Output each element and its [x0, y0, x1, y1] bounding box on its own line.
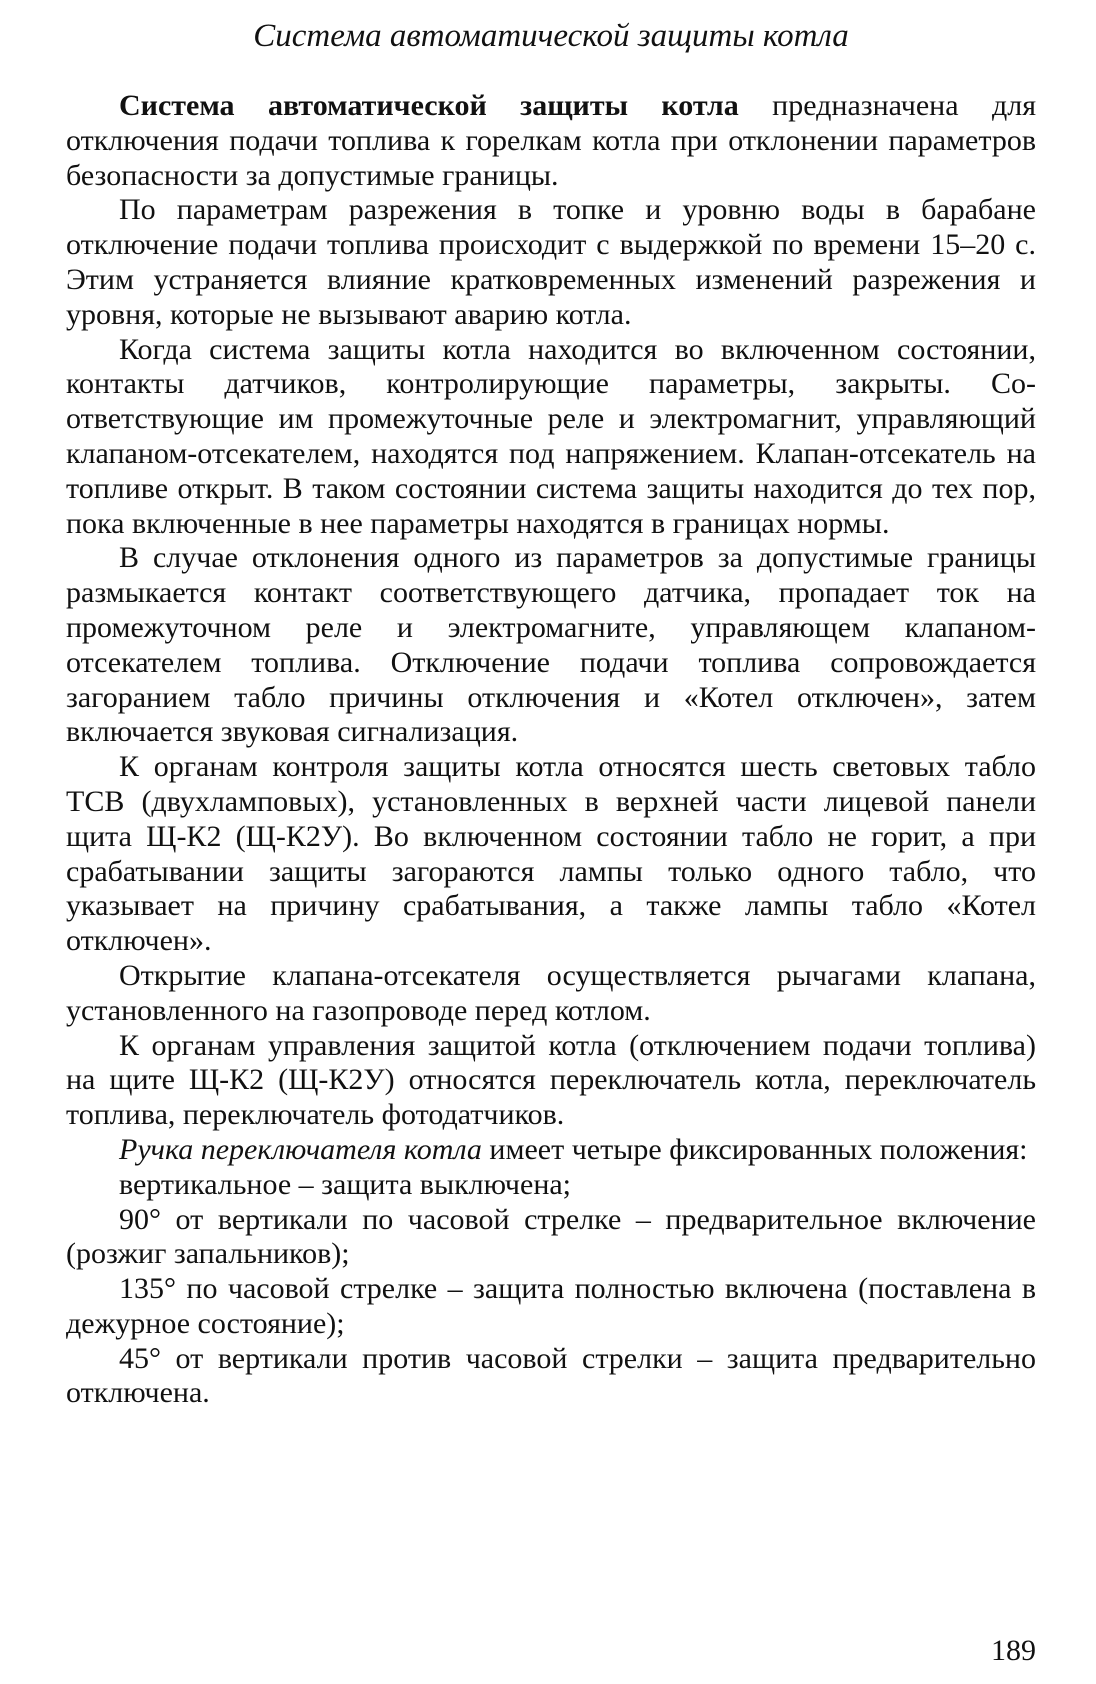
paragraph-control-switches: К органам управления защитой котла (отключением подачи топлива) на щите Щ-К2 (Щ-К2У) относятся переключатель котла, переключатель топлива, переключатель фотодатчиков. [66, 1028, 1036, 1132]
paragraph-text: имеет четыре фиксированных положения: [481, 1132, 1028, 1166]
paragraph-delay: По параметрам разрежения в топке и уровню воды в барабане отключение подачи топлива происходит с выдержкой по времени 15–20 с. Этим устраняется влияние кратковременных изменений разрежения и уровня, которые не вызывают аварию котла. [66, 193, 1036, 331]
paragraph-lead-bold: Система автоматической защиты котла [119, 89, 739, 122]
paragraph-intro [66, 89, 1036, 193]
paragraph-text: предназначена для отключения подачи топлива к горелкам котла при отклонении параметров безопасности за допустимые границы. [66, 89, 1037, 192]
position-item-135: 135° по часовой стрелке – защита полностью включена (поставлена в дежурное состояние); [66, 1272, 1036, 1340]
position-item-vertical: вертикальное – защита выключена; [119, 1167, 572, 1201]
paragraph-valve-opening: Открытие клапана-отсекателя осуществляется рычагами клапана, установленного на газопроводе перед котлом. [66, 958, 1036, 1027]
paragraph-deviation: В случае отклонения одного из параметров за допустимые границы размыкается контакт соответствующего датчика, пропадает ток на промежуточном реле и электромагните, управляющем клапаном-отсекателем топлива. Отключение подачи топлива сопровождается загоранием табло причины отключения и «Котел отключен», затем включается звуковая сигнализация. [66, 541, 1036, 749]
paragraph-lead-italic: Ручка переключателя котла [119, 1132, 482, 1166]
paragraph-enabled-state: Когда система защиты котла находится во включенном состоянии, контакты датчиков, контролирующие параметры, закрыты. Соответствующие им промежуточные реле и электромагнит, управляющий клапаном-отсекателем, находятся под напряжением. Клапан-отсекатель на топливе открыт. В таком состоянии система защиты находится до тех пор, пока включенные в нее параметры находятся в границах нормы. [66, 332, 1036, 540]
running-head: Система автоматической защиты котла [253, 18, 849, 54]
paragraph-switch-handle [66, 1133, 1036, 1168]
position-item-90: 90° от вертикали по часовой стрелке – предварительное включение (розжиг запальников); [66, 1202, 1036, 1271]
page [66, 16, 1036, 1411]
page-number: 189 [991, 1634, 1036, 1667]
paragraph-control-panels: К органам контроля защиты котла относятся шесть световых табло ТСВ (двухламповых), установленных в верхней части лицевой панели щита Щ-К2 (Щ-К2У). Во включенном состоянии табло не горит, а при срабатывании защиты загораются лампы только одного табло, что указывает на причину срабатывания, а также лампы табло «Котел отключен». [66, 750, 1036, 958]
position-item-45: 45° от вертикали против часовой стрелки – защита предварительно отключена. [66, 1341, 1036, 1410]
